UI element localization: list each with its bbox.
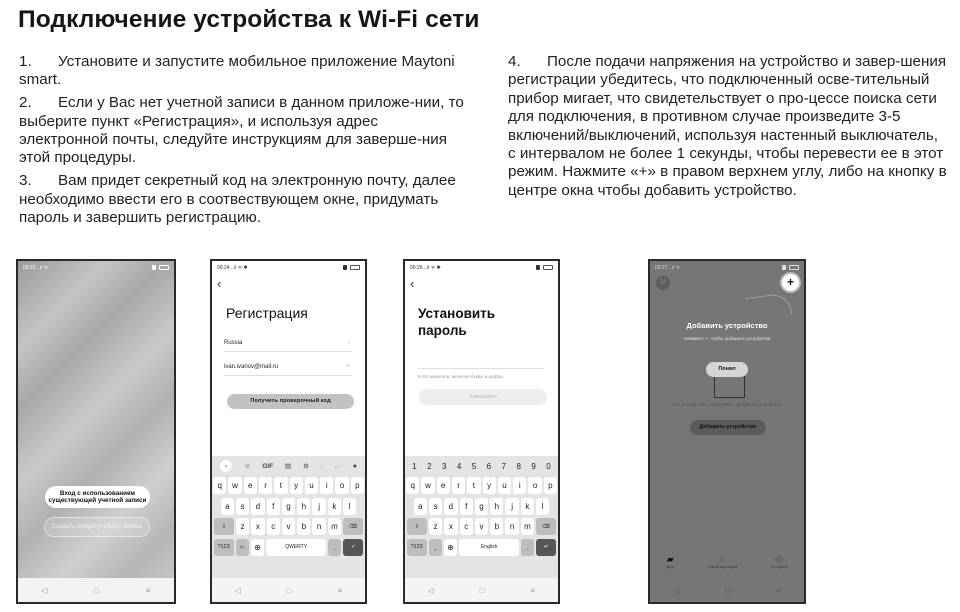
menu-nav-icon[interactable]: ≡ [530,585,536,595]
step-text: Вам придет секретный код на электронную почту, далее необходимо ввести его в соотвествующем окне, придумать пароль и завершить регистрацию. [19,172,456,227]
tab-profile[interactable] [770,554,787,569]
step-3 [19,172,469,227]
done-key[interactable]: ✓ [343,539,363,556]
key-w[interactable]: w [421,477,434,494]
key-c[interactable]: c [460,518,473,535]
key-6[interactable]: 6 [486,461,492,471]
home-nav-icon[interactable]: □ [94,585,100,595]
key-k[interactable]: k [328,498,341,515]
key-row-1 [214,477,363,494]
key-p[interactable]: p [351,477,364,494]
key-row-3 [407,518,556,535]
step-number: 3. [19,172,32,190]
step-text: После подачи напряжения на устройство и завер-шения регистрации убедитесь, что подключенный осве-тительный прибор мигает, что свидетельствует о про-цессе поиска сети для подключения, в противном случае произведите 3-5 включений/выключений, используя настенный выключатель, с интервалом не более 1 секунды, чтобы перевести ее в этот режим. Нажмите «+» в правом верхнем углу, либо на кнопку в центре окна чтобы добавить устройство. [508,53,947,199]
key-m[interactable]: m [328,518,341,535]
key-y[interactable]: y [483,477,496,494]
key-n[interactable]: n [312,518,325,535]
menu-nav-icon[interactable]: ≡ [337,585,343,595]
key-x[interactable]: x [251,518,264,535]
symbols-key[interactable]: ?123 [214,539,234,556]
home-nav-icon[interactable]: □ [479,585,485,595]
more-icon[interactable]: ··· [334,462,341,470]
comma-key[interactable]: , [429,539,442,556]
sticker-icon[interactable]: ☺ [243,462,251,470]
keyboard [405,456,558,578]
finish-button[interactable]: Завершить [419,389,547,405]
key-i[interactable]: i [320,477,333,494]
key-row-1 [407,477,556,494]
key-o[interactable]: o [335,477,348,494]
key-row-4 [214,539,363,556]
menu-nav-icon[interactable]: ≡ [776,585,781,595]
status-bar [405,261,558,275]
globe-key[interactable]: ⊕ [444,539,457,556]
battery-icon [789,265,799,270]
android-nav-bar [650,578,804,602]
page-title: Подключение устройства к Wi-Fi сети [18,6,480,33]
login-existing-account-button[interactable]: Вход с использованием существующей учетной записи [45,486,150,508]
key-4[interactable]: 4 [456,461,462,471]
battery-icon [350,265,360,270]
keyboard [212,456,365,578]
add-device-button[interactable]: Добавить устройство [690,420,766,435]
key-h[interactable]: h [297,498,310,515]
step-1 [19,53,469,90]
key-w[interactable]: w [228,477,241,494]
signal-icon: ..ıl ᯤ [668,265,681,271]
step-number: 2. [19,94,32,112]
key-n[interactable]: n [505,518,518,535]
phone-screenshot-login [16,259,176,604]
key-row-2 [407,498,556,515]
registration-title: Регистрация [226,305,308,321]
shield-icon [536,265,540,270]
create-account-button[interactable]: Создать новую учетную запись [44,517,150,537]
key-a[interactable]: a [414,498,427,515]
globe-key[interactable]: ⊕ [251,539,264,556]
status-bar [212,261,365,275]
got-it-button[interactable]: Понял [706,362,748,377]
key-f[interactable]: f [460,498,473,515]
phone-screenshot-registration [210,259,367,604]
avatar[interactable]: M [656,276,670,290]
shift-key[interactable]: ⇧ [407,518,427,535]
key-3[interactable]: 3 [442,461,447,471]
key-row-3 [214,518,363,535]
android-nav-bar [405,578,558,602]
key-g[interactable]: g [475,498,488,515]
bottom-tab-bar [650,550,804,578]
get-code-button[interactable]: Получить проверочный код [227,394,354,409]
tab-label: Новый сценарий [706,564,738,569]
back-nav-icon[interactable]: ◁ [41,585,48,595]
key-x[interactable]: x [444,518,457,535]
key-row-4 [407,539,556,556]
status-time: 09:27 [655,265,668,271]
tab-label: Профиль [770,564,788,569]
signal-icon: ..ıl ᯤ ✱ [423,265,441,271]
steps-left-column [19,53,469,232]
key-j[interactable]: j [312,498,325,515]
gif-button[interactable]: GIF [262,462,274,470]
key-d[interactable]: d [251,498,264,515]
tab-new-scenario[interactable] [707,554,738,569]
settings-icon[interactable]: ⚙ [303,463,309,470]
dot-key[interactable]: . [521,539,534,556]
key-s[interactable]: s [236,498,249,515]
key-y[interactable]: y [290,477,303,494]
key-q[interactable]: q [213,477,226,494]
title-line-2: пароль [418,323,467,338]
country-value: Russia [224,339,243,346]
divider: | [320,462,323,470]
enter-key[interactable]: ↵ [536,539,556,556]
signal-icon: ..ıl ᯤ [36,265,49,271]
step-number: 4. [508,53,521,70]
home-nav-icon[interactable]: □ [286,585,292,595]
key-c[interactable]: c [267,518,280,535]
status-time: 09:26 [410,265,423,271]
key-7[interactable]: 7 [501,461,507,471]
email-field[interactable] [224,358,352,376]
key-5[interactable]: 5 [471,461,477,471]
backspace-key[interactable]: ⌫ [536,518,556,535]
key-m[interactable]: m [521,518,534,535]
space-key[interactable]: QWERTY [266,539,326,556]
key-s[interactable]: s [429,498,442,515]
country-field[interactable] [224,334,352,352]
key-z[interactable]: z [236,518,249,535]
key-g[interactable]: g [282,498,295,515]
phone-screenshot-add-device [648,259,806,604]
bulb-icon: ☼ [718,554,727,564]
key-e[interactable]: e [437,477,450,494]
status-bar [18,261,174,275]
key-r[interactable]: r [452,477,465,494]
number-row [407,458,556,474]
key-l[interactable]: l [343,498,356,515]
battery-icon [543,265,553,270]
status-time: 09:22 [23,265,36,271]
key-row-2 [214,498,363,515]
key-b[interactable]: b [297,518,310,535]
key-u[interactable]: u [498,477,511,494]
no-devices-text: Нет устройства, пожалуйста, добавьте устройства [672,402,782,407]
key-l[interactable]: l [536,498,549,515]
phone-screenshot-set-password [403,259,560,604]
back-nav-icon[interactable]: ◁ [673,585,680,595]
android-nav-bar [212,578,365,602]
signal-icon: ..ıl ᯤ ✱ [230,265,248,271]
clipboard-icon[interactable]: ▤ [285,463,292,470]
key-r[interactable]: r [259,477,272,494]
key-b[interactable]: b [490,518,503,535]
key-k[interactable]: k [521,498,534,515]
key-q[interactable]: q [406,477,419,494]
menu-nav-icon[interactable]: ≡ [145,585,151,595]
tab-home[interactable] [666,554,674,569]
back-arrow-icon[interactable]: ‹ [410,276,415,291]
symbols-key[interactable]: ?123 [407,539,427,556]
key-1[interactable]: 1 [412,461,417,471]
back-nav-icon[interactable]: ◁ [427,585,435,595]
steps-right-column [508,53,948,205]
key-v[interactable]: v [282,518,295,535]
key-p[interactable]: p [544,477,557,494]
shield-icon [782,265,786,270]
step-text: Установите и запустите мобильное приложение Maytoni smart. [19,53,455,89]
step-text: Если у Вас нет учетной записи в данном приложе-нии, то выберите пункт «Регистрация», и используя адрес электронной почты, следуйте инструкциям для заверше-ния этой процедуры. [19,94,464,167]
key-a[interactable]: a [221,498,234,515]
password-input[interactable] [418,368,544,369]
keyboard-toolbar [214,458,363,474]
set-password-title [418,305,495,339]
key-8[interactable]: 8 [516,461,521,471]
android-nav-bar [18,578,174,602]
status-time: 09:24 [217,265,230,271]
key-o[interactable]: o [528,477,541,494]
title-line-1: Установить [418,306,496,321]
key-h[interactable]: h [490,498,503,515]
add-device-subtitle: Нажмите +, чтобы добавить устройства [683,336,771,341]
key-t[interactable]: t [274,477,287,494]
emoji-key[interactable]: ☺, [236,539,249,556]
status-bar [650,261,804,275]
step-2 [19,94,469,168]
key-z[interactable]: z [429,518,442,535]
key-f[interactable]: f [267,498,280,515]
tab-label: Дом [666,564,675,569]
shield-icon [152,265,156,270]
backspace-key[interactable]: ⌫ [343,518,363,535]
mic-icon[interactable]: ● [352,462,357,470]
chevron-right-icon: › [347,339,350,346]
shield-icon [343,265,347,270]
add-device-title: Добавить устройство [686,321,768,330]
battery-icon [159,265,169,270]
key-t[interactable]: t [467,477,480,494]
key-d[interactable]: d [444,498,457,515]
add-plus-button[interactable]: + [782,274,799,291]
shift-key[interactable]: ⇧ [214,518,234,535]
collapse-icon[interactable]: ‹ [220,460,232,472]
key-j[interactable]: j [505,498,518,515]
key-9[interactable]: 9 [531,461,536,471]
step-4 [508,53,948,200]
back-arrow-icon[interactable]: ‹ [217,276,222,291]
profile-icon: ◎ [775,554,783,564]
dot-key[interactable]: . [328,539,341,556]
home-nav-icon[interactable]: □ [725,585,731,595]
home-icon: ▰ [666,554,674,564]
clear-icon[interactable]: × [345,363,350,370]
key-v[interactable]: v [475,518,488,535]
password-hint: 6-20 символов, включая буквы и цифры [418,374,504,379]
key-e[interactable]: e [244,477,257,494]
space-key[interactable]: English [459,539,519,556]
email-value: ivan.ivanov@mail.ru [224,363,279,370]
dotted-arrow-hint [746,292,793,320]
key-u[interactable]: u [305,477,318,494]
key-i[interactable]: i [513,477,526,494]
key-2[interactable]: 2 [427,461,432,471]
key-0[interactable]: 0 [546,461,551,471]
back-nav-icon[interactable]: ◁ [234,585,242,595]
step-number: 1. [19,53,32,70]
